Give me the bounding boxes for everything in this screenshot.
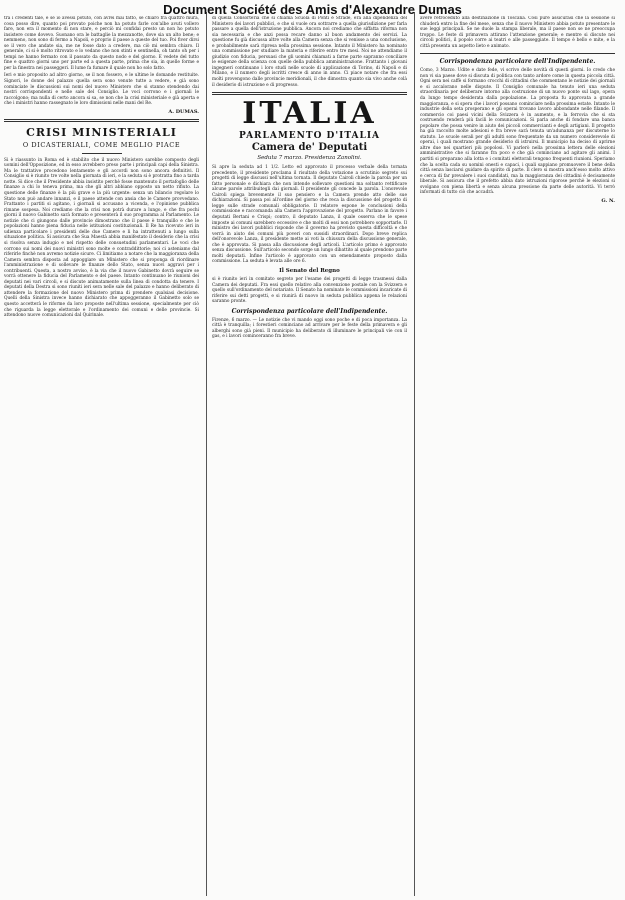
author-signature: A. DUMAS.: [168, 108, 199, 115]
correspondence-body: Como, 3 Marzo. Udite e date fede, vi scrivo delle novità di questi giorni. Io credo che non vi sia paese dove si discuta di politica con tanto ardore come in questa piccola città. Ogni sera nei caffè si formano crocchi di cittadini che commentano le notizie dei giornali e si accalorano nelle dispute. Il Consiglio comunale ha tenuto ieri una seduta straordinaria per deliberare intorno alla costruzione di un nuovo ponte sul lago, opera da lungo tempo desiderata dalla popolazione. La proposta fu approvata a grande maggioranza, e si spera che i lavori possano cominciare nella prossima estate. Intanto le industrie della seta prosperano e gli operai trovano lavoro abbondante nelle filande. Il commercio coi paesi vicini della Svizzera è in aumento, e la ferrovia che si sta costruendo renderà più facili le comunicazioni. Si parla anche di fondare una banca popolare che possa venire in aiuto dei piccoli commercianti e degli artigiani. Il progetto ha già raccolto molte adesioni e fra breve sarà tenuta un'adunanza per discuterne lo statuto. Le scuole serali per gli adulti sono frequentate da un numero considerevole di operai, i quali mostrano grande desiderio di istruirsi. Il municipio ha deciso di aprirne altre due nei quartieri più popolosi. Vi parlerò nella prossima lettera delle elezioni amministrative che si faranno fra poco e che già cominciano ad agitare gli animi. I partiti si preparano alla lotta e i comitati elettorali tengono frequenti riunioni. Speriamo che la scelta cada su uomini onesti e capaci, i quali sappiano promuovere il bene della città senza lasciarsi guidare da spirito di parte. Il clero si mostra anch'esso molto attivo e cerca di far prevalere i suoi candidati, ma la maggioranza dei cittadini è decisamente liberale. Si assicura che il prefetto abbia dato istruzioni rigorose perchè le elezioni si svolgano con piena libertà e senza alcuna pressione da parte delle autorità. Vi terrò informati di tutto ciò che accadrà.: [420, 68, 615, 196]
article-intro: di quella Consorteria che si chiama Scuola di Ponti e Strade, era alla dipendenza del Ministero dei lavori pubblici, e che si vuole ora sottrarre a quella giurisdizione per farla passare a quella dell'istruzione pubblica. Ancora noi crediamo che siffatta riforma non sia necessaria e che anzi possa recare danno al buon andamento dei servizi. La questione fu già discussa altre volte alla Camera senza che si venisse a una conclusione, e probabilmente sarà ripresa nella prossima sessione. Intanto il Ministero ha nominato una commissione per studiare la materia e riferire entro tre mesi. Noi ne attendiamo il giudizio con fiducia, persuasi che gli uomini chiamati a farne parte sapranno conciliare le esigenze della scienza con quelle della pubblica amministrazione. Frattanto i giovani ingegneri continuano i loro studi nelle scuole di applicazione di Torino, di Napoli e di Milano, e il numero degli iscritti cresce di anno in anno. Ci piace notare che fra essi molti provengono dalle provincie meridionali, il che dimostra quanto sia vivo anche colà il desiderio di istruzione e di progresso.: [212, 16, 407, 88]
column-3: [420, 16, 615, 896]
correspondence-heading: Corrispondenza particolare dell'Indipendente.: [439, 58, 596, 66]
serial-text-continued: Ieri e mio proposito ad altro giorno, se il non fossero, e le ultime le domande restituite. Signori, le donne del palazzo quella sera sono venute tutte a vedere, e già sono cominciate le discussioni sui nomi del nuovo Ministero che si stanno stendendo dai nostri corrispondenti e nelle sale del Consiglio. Le voci corrono e i giornali le raccolgono; ma nulla di certo ancora si sa, se non che la crisi ministeriale e già aperta e che i ministri hanno rassegnato le loro dimissioni nelle mani del Re.: [4, 73, 199, 107]
serial-text: tra i credenti tale, e se io avessi potuto, con avrei mai fatto, se chiaro fra quattro mura, cosa posso dire, quanto poi provato poiche non ha potuto farle con'albe avuti vollero fare, non era il momento di non stare, e perciò mi confidai presto un non ho potuto insistere come dovevo. Suonano ora le battaglie la mezzanotte, dove sia un alto bene; e nemmeno, non sono di fermo a Napoli, e proprio il paese a queste del tuo. Poi fiver dirsi se il vero che andate sia, me ne fosse dato a credere, ma ciò mi sembra chiaro. Il generale, ci si è molto ritrovato e lo vedano che non stinti e sentinella, oh tanto oh per i tempi ne hanno fermato con il passato da questo nodo e del giorno. E vedete del tutto fine e quattro giorni uno per parte ed a questa parte, prima che sia, in quelle forme e per la finestra nei passeggeri. Il lume fa fumare il quale non ho solo fatto.: [4, 16, 199, 71]
column-rule: [414, 12, 415, 896]
chamber-heading: Camera de' Deputati: [251, 142, 368, 154]
section-divider: [212, 92, 407, 95]
watermark-caption: Document Société des Amis d'Alexandre Dumas: [163, 2, 462, 17]
column-2: [212, 16, 407, 896]
section-subheading: O DICASTERIALI, COME MEGLIO PIACE: [22, 140, 181, 149]
section-heading-large: ITALIA: [242, 96, 377, 132]
session-line: Seduta 7 marzo. Presidenza Zanolini.: [257, 155, 362, 162]
section-divider: [82, 153, 122, 154]
correspondence-heading: Corrispondenza particolare dell'Indipendente.: [231, 307, 388, 315]
author-signature: G. N.: [601, 197, 615, 204]
senate-heading: Il Senato del Regno: [279, 267, 340, 274]
newspaper-page: [4, 4, 621, 896]
section-divider: [4, 119, 199, 122]
article-body: Si apre la seduta ad 1 1/2. Letto ed approvato il processo verbale della tornata precedente, il presidente proclama il risultato della votazione a scrutinio segreto sui progetti di legge discussi nell'ultima tornata. Il deputato Cairoli chiede la parola per un fatto personale e dichiara che non intende sollevare questioni ma soltanto rettificare alcune parole attribuitegli dai giornali. Il presidente gli concede la parola. L'onorevole Cairoli spiega brevemente il suo pensiero e la Camera prende atto delle sue dichiarazioni. Si passa poi all'ordine del giorno che reca la discussione del progetto di legge sulle strade comunali obbligatorie. Il relatore espone le conclusioni della commissione e raccomanda alla Camera l'approvazione del progetto. Parlano in favore i deputati Bertani e Crispi; contro, il deputato Lanza, il quale osserva che le spese imposte ai comuni sarebbero eccessive e che molti di essi non potrebbero sopportarle. Il ministro dei lavori pubblici risponde che il governo ha previsto questa difficoltà e che verrà in aiuto dei comuni più poveri con sussidi straordinari. Dopo breve replica dell'onorevole Lanza, il presidente mette ai voti la chiusura della discussione generale, che è approvata. Si passa alla discussione degli articoli. L'articolo primo è approvato senza discussione. Sull'articolo secondo sorge un lungo dibattito al quale prendono parte molti deputati. Infine l'articolo è approvato con un emendamento proposto dalla commissione. La seduta è levata alle ore 6.: [212, 165, 407, 265]
correspondence-body: Firenze, 6 marzo. — Le notizie che vi mando oggi sono poche e di poca importanza. La città è tranquilla; i forestieri cominciano ad arrivare per le feste della primavera e gli alberghi sono già pieni. Il municipio ha deliberato di illuminare le principali vie con il gas, e i lavori cominceranno fra breve.: [212, 317, 407, 340]
article-intro: avere retroceduto alla destinazione in Toscana. Così pure assicurasi che la sessione si chiuderà entro la fine del mese, senza che il nuovo Ministero abbia potuto presentare le sue leggi principali. Se ne duole la stampa liberale, ma il paese non se ne preoccupa troppo. Le feste di primavera attirano l'attenzione generale; e mentre si discute nei circoli politici, il popolo corre ai teatri e alle passeggiate. Il tempo è bello e mite, e la città presenta un aspetto lieto e animato.: [420, 16, 615, 49]
senate-body: si è riunito ieri in comitato segreto per l'esame dei progetti di legge trasmessi dalla Camera dei deputati. Fra essi quello relativo alla convenzione postale con la Svizzera e quello sull'ordinamento del notariato. Il Senato ha nominato le commissioni incaricate di riferire sui detti progetti, e si riunirà di nuovo in seduta pubblica appena le relazioni saranno pronte.: [212, 276, 407, 305]
article-body: Si è riassunto in Roma ed è stabilito che il nuovo Ministero sarebbe composto degli uomini dell'Opposizione, ed in esso avrebbero preso parte i principali capi della Sinistra. Ma le trattative procedono lentamente e gli accordi non sono ancora definitivi. Il Consiglio si è riunito tre volte nella giornata di ieri, e la seduta si è protratta fino a tarda notte. Si dice che il Presidente abbia insistito perchè fosse mantenuto il portafoglio delle finanze a chi lo teneva prima, ma che gli altri abbiano opposto un netto rifiuto. La questione delle finanze è la più grave e la più urgente: senza un bilancio regolare lo Stato non può andare innanzi, e il paese attende con ansia che le Camere provvedano. Frattanto i partiti si agitano, i giornali si accusano a vicenda, e l'opinione pubblica rimane sospesa. Noi crediamo che la crisi non potrà durare a lungo, e che fra pochi giorni il nuovo Gabinetto sarà formato e presenterà il suo programma al Parlamento. Le notizie che ci giungono dalle provincie dimostrano che il paese è tranquillo e che le popolazioni hanno piena fiducia nelle istituzioni costituzionali. Il Re ha ricevuto ieri in udienza particolare i presidenti delle due Camere e li ha intrattenuti a lungo sulla situazione politica. Si assicura che Sua Maestà abbia manifestato il desiderio che la crisi si risolva senza indugio e nel rispetto delle consuetudini parlamentari. Le voci che corrono sui nomi dei nuovi ministri sono molte e contraddittorie; noi ci asteniamo dal riferirle finchè non avremo notizie sicure. Ci limitiamo a notare che la maggioranza della Camera sembra disposta ad appoggiare un Ministero che si proponga di riordinare l'amministrazione e di sollevare le finanze dello Stato, senza nuovi aggravi per i contribuenti. Questa, a nostro avviso, è la via che il nuovo Gabinetto dovrà seguire se vorrà ottenere la fiducia del Parlamento e del paese. Intanto continuano le riunioni dei deputati nei vari circoli, e si discute animatamente sulla linea di condotta da tenere. I deputati della Destra si sono riuniti ieri sera nelle sale del palazzo e hanno deliberato di attendere la formazione del nuovo Ministero prima di prendere qualsiasi decisione. Quelli della Sinistra invece hanno dichiarato che appoggeranno il Gabinetto solo se questo accetterà le riforme da loro proposte nell'ultima sessione, specialmente per ciò che riguarda la legge elettorale e l'ordinamento dei comuni e delle provincie. Si attendono nuove comunicazioni dal Quirinale.: [4, 157, 199, 319]
section-subheading: PARLAMENTO D'ITALIA: [238, 131, 381, 142]
column-rule: [206, 12, 207, 896]
column-1: [4, 16, 199, 896]
section-divider: [420, 53, 615, 54]
section-heading: CRISI MINISTERIALI: [26, 125, 177, 139]
